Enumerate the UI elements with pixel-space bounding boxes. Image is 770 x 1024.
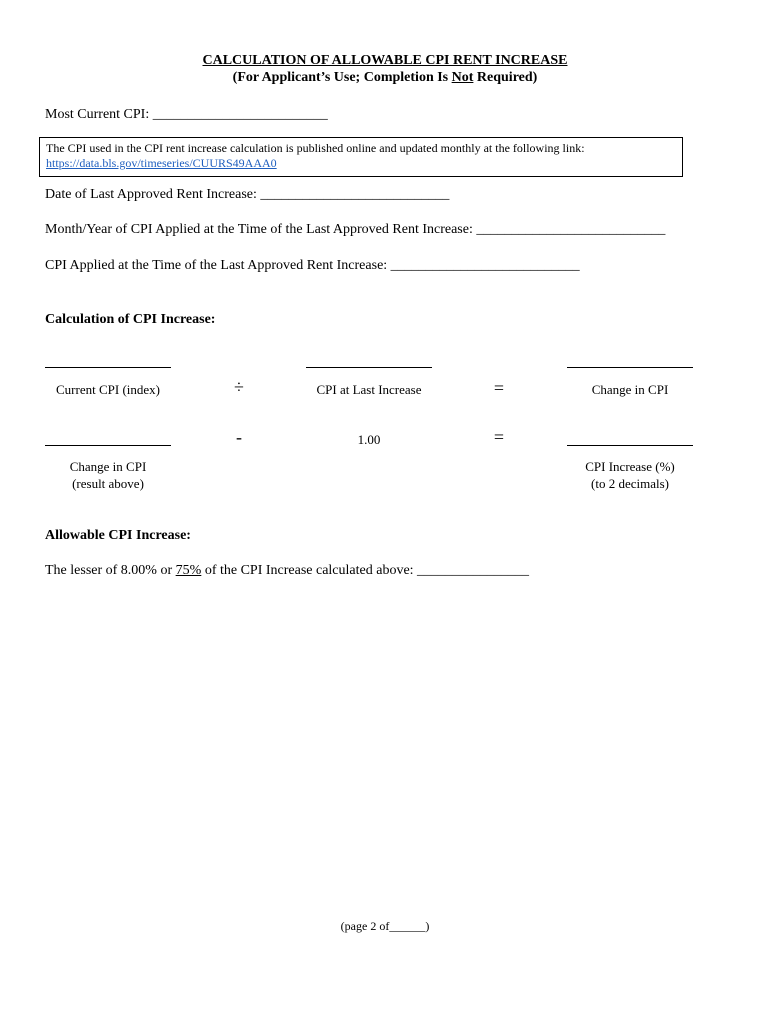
change-cpi-result-line2: (result above): [72, 476, 144, 491]
page-number-footer: (page 2 of______): [340, 919, 430, 933]
month-year-cpi-field[interactable]: Month/Year of CPI Applied at the Time of the Last Approved Rent Increase: ___________________________: [45, 222, 666, 237]
minus-sign: -: [236, 427, 242, 447]
cpi-last-increase-label: CPI at Last Increase: [316, 382, 422, 397]
cpi-info-text: The CPI used in the CPI rent increase calculation is published online and updated monthly at the following link:: [46, 141, 585, 155]
lesser-text-start: The lesser of 8.00% or: [45, 563, 176, 578]
cpi-increase-line2: (to 2 decimals): [591, 476, 669, 491]
subtitle-text-end: Required): [473, 70, 538, 85]
cpi-increase-label: [555, 458, 705, 492]
current-cpi-blank[interactable]: [45, 367, 171, 368]
equals-sign: =: [493, 378, 505, 398]
lesser-text-end: of the CPI Increase calculated above: ________________: [201, 563, 530, 578]
change-cpi-result-blank[interactable]: [45, 445, 171, 446]
cpi-applied-field[interactable]: CPI Applied at the Time of the Last Approved Rent Increase: ___________________________: [45, 258, 580, 273]
divide-sign: ÷: [234, 377, 244, 397]
cpi-last-increase-blank[interactable]: [306, 367, 432, 368]
cpi-increase-blank[interactable]: [567, 445, 693, 446]
cpi-info-box: [39, 137, 683, 177]
change-cpi-label: Change in CPI: [591, 382, 669, 397]
cpi-increase-line1: CPI Increase (%): [585, 459, 675, 474]
change-cpi-result-label: [33, 458, 183, 492]
change-cpi-result-line1: Change in CPI: [69, 459, 147, 474]
cpi-data-link[interactable]: https://data.bls.gov/timeseries/CUURS49AAA0: [46, 156, 277, 170]
lesser-percent: 75%: [175, 563, 202, 578]
equals-sign-2: =: [493, 427, 505, 447]
one-value: 1.00: [357, 432, 381, 447]
date-last-increase-field[interactable]: Date of Last Approved Rent Increase: ___________________________: [45, 187, 450, 202]
allowable-increase-field[interactable]: [45, 563, 529, 579]
subtitle-not-emphasis: Not: [451, 70, 474, 85]
most-current-cpi-field[interactable]: Most Current CPI: _________________________: [45, 107, 328, 122]
form-subtitle: [0, 70, 770, 86]
subtitle-text-start: (For Applicant’s Use; Completion Is: [232, 70, 452, 85]
calc-heading: Calculation of CPI Increase:: [45, 312, 216, 327]
allowable-heading: Allowable CPI Increase:: [45, 528, 191, 543]
current-cpi-label: Current CPI (index): [56, 382, 160, 397]
form-title: CALCULATION OF ALLOWABLE CPI RENT INCREASE: [202, 53, 568, 68]
change-cpi-blank[interactable]: [567, 367, 693, 368]
